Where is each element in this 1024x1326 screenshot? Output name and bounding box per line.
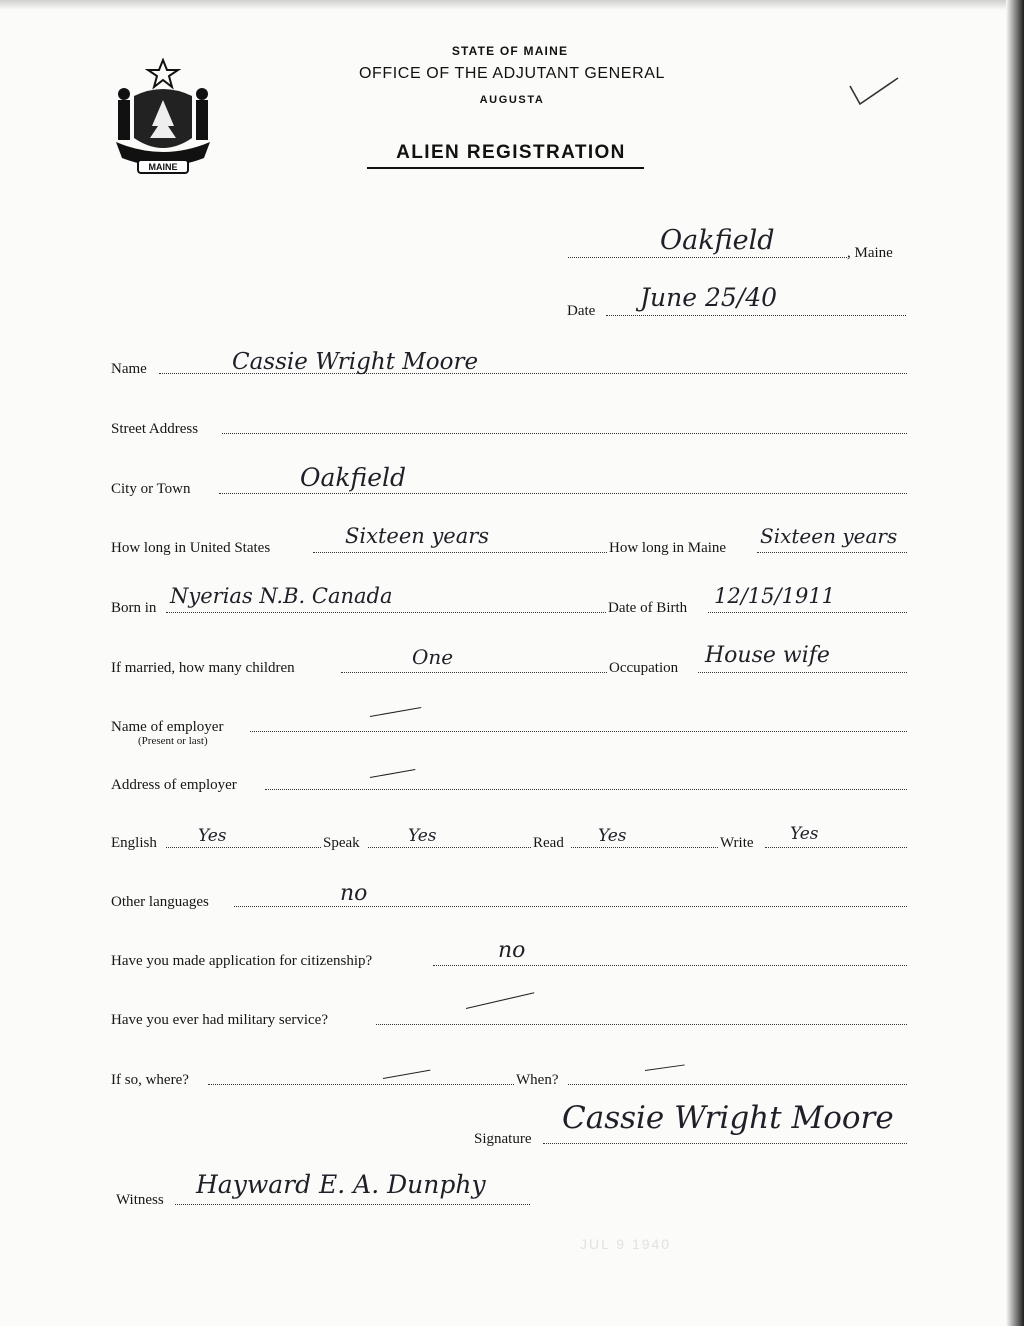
scan-right-edge bbox=[1006, 0, 1024, 1326]
svg-text:MAINE: MAINE bbox=[148, 162, 178, 172]
children-line bbox=[341, 672, 607, 673]
how-long-us-line bbox=[313, 552, 607, 553]
signature-entry: Cassie Wright Moore bbox=[562, 1100, 894, 1136]
employer-name-label: Name of employer bbox=[111, 719, 224, 735]
read-label: Read bbox=[533, 835, 564, 851]
military-label: Have you ever had military service? bbox=[111, 1012, 328, 1028]
witness-entry: Hayward E. A. Dunphy bbox=[196, 1170, 486, 1199]
english-line bbox=[166, 847, 321, 848]
witness-line bbox=[175, 1204, 530, 1205]
employer-name-dash bbox=[370, 707, 421, 717]
english-entry: Yes bbox=[198, 826, 227, 846]
military-dash bbox=[466, 992, 534, 1009]
employer-note: (Present or last) bbox=[138, 735, 208, 747]
born-in-label: Born in bbox=[111, 600, 157, 616]
other-languages-entry: no bbox=[340, 881, 368, 906]
scan-top-edge bbox=[0, 0, 1024, 10]
speak-label: Speak bbox=[323, 835, 360, 851]
employer-address-dash bbox=[370, 769, 415, 778]
employer-name-line bbox=[250, 731, 907, 732]
employer-address-line bbox=[265, 789, 907, 790]
other-languages-label: Other languages bbox=[111, 894, 209, 910]
how-long-us-entry: Sixteen years bbox=[345, 524, 490, 548]
date-line bbox=[606, 315, 906, 316]
write-entry: Yes bbox=[790, 824, 819, 844]
born-in-entry: Nyerias N.B. Canada bbox=[170, 584, 393, 608]
town-line bbox=[568, 257, 847, 258]
witness-label: Witness bbox=[116, 1192, 164, 1208]
how-long-maine-label: How long in Maine bbox=[609, 540, 727, 556]
occupation-line bbox=[698, 672, 907, 673]
read-entry: Yes bbox=[598, 826, 627, 846]
signature-label: Signature bbox=[474, 1131, 532, 1147]
date-of-birth-label: Date of Birth bbox=[608, 600, 688, 616]
title-underline bbox=[367, 167, 644, 169]
how-long-maine-line bbox=[757, 552, 907, 553]
children-entry: One bbox=[412, 645, 454, 669]
occupation-entry: House wife bbox=[705, 643, 830, 668]
state-heading: STATE OF MAINE bbox=[451, 44, 569, 58]
when-label: When? bbox=[516, 1072, 559, 1088]
when-dash bbox=[645, 1064, 685, 1071]
city-line bbox=[219, 493, 907, 494]
date-label: Date bbox=[567, 303, 596, 319]
date-entry: June 25/40 bbox=[640, 283, 778, 312]
name-label: Name bbox=[111, 361, 147, 377]
checkmark-icon bbox=[842, 74, 904, 108]
employer-address-label: Address of employer bbox=[111, 777, 237, 793]
write-label: Write bbox=[720, 835, 754, 851]
date-of-birth-line bbox=[708, 612, 907, 613]
form-title: ALIEN REGISTRATION bbox=[396, 142, 626, 163]
faint-date-stamp: JUL 9 1940 bbox=[580, 1236, 672, 1252]
date-of-birth-entry: 12/15/1911 bbox=[714, 584, 836, 608]
english-label: English bbox=[111, 835, 157, 851]
speak-line bbox=[368, 847, 531, 848]
where-line bbox=[208, 1084, 514, 1085]
office-heading: OFFICE OF THE ADJUTANT GENERAL bbox=[358, 65, 666, 82]
city-label: City or Town bbox=[111, 481, 191, 497]
born-in-line bbox=[166, 612, 606, 613]
citizenship-line bbox=[433, 965, 907, 966]
military-line bbox=[376, 1024, 907, 1025]
where-dash bbox=[383, 1070, 430, 1079]
street-line bbox=[222, 433, 907, 434]
citizenship-entry: no bbox=[498, 938, 526, 963]
town-entry: Oakfield bbox=[660, 225, 775, 256]
speak-entry: Yes bbox=[408, 826, 437, 846]
city-heading: AUGUSTA bbox=[479, 94, 545, 106]
how-long-us-label: How long in United States bbox=[111, 540, 271, 556]
read-line bbox=[571, 847, 718, 848]
when-line bbox=[568, 1084, 907, 1085]
other-languages-line bbox=[234, 906, 907, 907]
where-label: If so, where? bbox=[111, 1072, 189, 1088]
maine-label: , Maine bbox=[847, 245, 893, 261]
write-line bbox=[765, 847, 907, 848]
signature-line bbox=[543, 1143, 907, 1144]
name-entry: Cassie Wright Moore bbox=[232, 349, 479, 375]
how-long-maine-entry: Sixteen years bbox=[760, 524, 898, 548]
city-entry: Oakfield bbox=[300, 463, 407, 492]
street-label: Street Address bbox=[111, 421, 199, 437]
children-label: If married, how many children bbox=[111, 660, 295, 676]
occupation-label: Occupation bbox=[609, 660, 679, 676]
citizenship-label: Have you made application for citizenship? bbox=[111, 953, 373, 969]
